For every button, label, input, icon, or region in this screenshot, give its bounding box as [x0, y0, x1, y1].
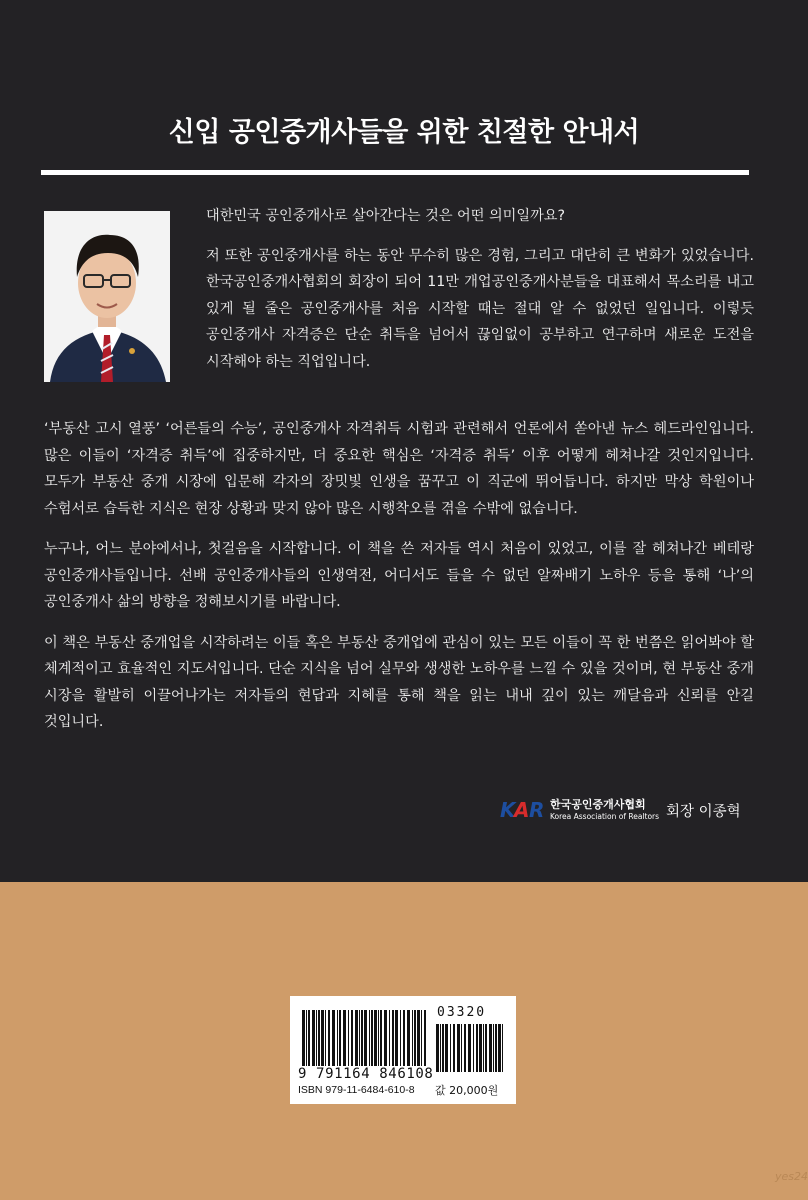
- barcode-bar: [389, 1010, 390, 1066]
- barcode-bar: [468, 1024, 471, 1072]
- barcode-bar: [378, 1010, 379, 1066]
- signer-name: 회장 이종혁: [666, 804, 741, 820]
- barcode-bar: [476, 1024, 478, 1072]
- barcode-bar: [461, 1024, 462, 1072]
- cover-title: 신입 공인중개사들을 위한 친절한 안내서: [168, 117, 640, 148]
- barcode-bar: [302, 1010, 305, 1066]
- barcode-bar: [308, 1010, 310, 1066]
- barcode-bar: [436, 1024, 439, 1072]
- svg-text:R: R: [529, 798, 544, 822]
- barcode-digits: 9 791164 846108: [298, 1066, 434, 1082]
- barcode-bar: [312, 1010, 315, 1066]
- barcode-bar: [403, 1010, 405, 1066]
- svg-text:A: A: [514, 798, 529, 822]
- barcode-bar: [445, 1024, 448, 1072]
- author-photo: [44, 211, 170, 382]
- barcode-bar: [359, 1010, 360, 1066]
- intro-text: [206, 203, 754, 388]
- book-price: 값 20,000원: [435, 1084, 499, 1097]
- intro-paragraph-1: 대한민국 공인중개사로 살아간다는 것은 어떤 의미일까요?: [206, 208, 566, 224]
- barcode-bar: [371, 1010, 373, 1066]
- barcode-bar: [384, 1010, 387, 1066]
- barcode-bar: [395, 1010, 398, 1066]
- barcode-bar: [364, 1010, 367, 1066]
- barcode-bar: [318, 1010, 320, 1066]
- barcode-bar: [493, 1024, 494, 1072]
- barcode-bar: [453, 1024, 455, 1072]
- svg-text:K: K: [500, 798, 515, 822]
- barcode-bar: [489, 1024, 492, 1072]
- barcode-bar: [337, 1010, 338, 1066]
- barcode-bar: [473, 1024, 474, 1072]
- kar-logo: [500, 794, 546, 824]
- title-divider: [41, 170, 749, 175]
- barcode-bar: [485, 1024, 487, 1072]
- author-portrait-image: [44, 211, 170, 382]
- association-name-korean: 한국공인중개사협회: [550, 798, 646, 811]
- barcode-bar: [374, 1010, 377, 1066]
- barcode-bar: [414, 1010, 416, 1066]
- barcode-bar: [442, 1024, 444, 1072]
- barcode-bar: [424, 1010, 426, 1066]
- barcode-bar: [316, 1010, 317, 1066]
- barcode-bar: [483, 1024, 484, 1072]
- body-paragraph-1: ‘부동산 고시 열풍’ ‘어른들의 수능’, 공인중개사 자격취득 시험과 관련해서 언론에서 쏟아낸 뉴스 헤드라인입니다. 많은 이들이 ‘자격증 취득’에 집중하지만, 더 중요한 핵심은 ‘자격증 취득’ 이후 어떻게 헤쳐나갈 것인지입니다. 모두가 부동산 중개 시장에 입문해 각자의 장밋빛 인생을 꿈꾸고 이 직군에 뛰어듭니다. 하지만 막상 학원이나 수험서로 습득한 지식은 현장 상황과 맞지 않아 많은 시행착오를 겪을 수밖에 없습니다.: [44, 421, 754, 517]
- body-text: [44, 416, 754, 750]
- barcode-bar: [355, 1010, 358, 1066]
- barcode-bar: [450, 1024, 451, 1072]
- barcode-bar: [332, 1010, 335, 1066]
- intro-paragraph-2: 저 또한 공인중개사를 하는 동안 무수히 많은 경험, 그리고 대단히 큰 변화가 있었습니다. 한국공인중개사협회의 회장이 되어 11만 개업공인중개사분들을 대표해서 목소리를 내고 있게 될 줄은 공인중개사를 처음 시작할 때는 절대 알 수 없었던 일입니다. 이렇듯 공인중개사 자격증은 단순 취득을 넘어서 끊임없이 공부하고 연구하며 새로운 도전을 시작해야 하는 직업입니다.: [206, 247, 754, 370]
- barcode-bar: [361, 1010, 363, 1066]
- barcode-bar: [325, 1010, 326, 1066]
- barcode-bar: [417, 1010, 420, 1066]
- signature-block: [500, 792, 760, 832]
- barcode-bar: [351, 1010, 353, 1066]
- body-paragraph-3: 이 책은 부동산 중개업을 시작하려는 이들 혹은 부동산 중개업에 관심이 있는 모든 이들이 꼭 한 번쯤은 읽어봐야 할 체계적이고 효율적인 지도서입니다. 단순 지식을 넘어 실무와 생생한 노하우를 느낄 수 있을 것이며, 현 부동산 중개 시장을 활발히 이끌어나가는 저자들의 현답과 지혜를 통해 책을 읽는 내내 깊이 있는 깨달음과 신뢰를 안길 것입니다.: [44, 634, 754, 730]
- barcode-bar: [321, 1010, 324, 1066]
- barcode-bar: [306, 1010, 307, 1066]
- barcode-bar: [464, 1024, 466, 1072]
- watermark: yes24: [775, 1170, 808, 1183]
- barcode-bar: [348, 1010, 349, 1066]
- barcode-bar: [343, 1010, 346, 1066]
- isbn-barcode-label: [290, 996, 516, 1104]
- barcode-bar: [400, 1010, 401, 1066]
- barcode-bar: [369, 1010, 370, 1066]
- barcode-bar: [328, 1010, 330, 1066]
- barcode-bar: [339, 1010, 341, 1066]
- barcode-bar: [479, 1024, 482, 1072]
- barcode-bar: [498, 1024, 501, 1072]
- body-paragraph-2: 누구나, 어느 분야에서나, 첫걸음을 시작합니다. 이 책을 쓴 저자들 역시 처음이 있었고, 이를 잘 헤쳐나간 베테랑 공인중개사들입니다. 선배 공인중개사들의 인생역전, 어디서도 들을 수 없던 알짜배기 노하우 등을 통해 ‘나’의 공인중개사 삶의 방향을 정해보시기를 바랍니다.: [44, 541, 754, 610]
- isbn-number: ISBN 979-11-6484-610-8: [298, 1084, 415, 1096]
- barcode-bar: [407, 1010, 410, 1066]
- barcode-bar: [495, 1024, 497, 1072]
- barcode-bar: [457, 1024, 460, 1072]
- barcode-bar: [502, 1024, 503, 1072]
- barcode-bar: [412, 1010, 413, 1066]
- barcode-bar: [440, 1024, 441, 1072]
- barcode-bar: [380, 1010, 382, 1066]
- association-name-english: Korea Association of Realtors: [550, 812, 660, 821]
- kar-logo-mark-icon: [500, 794, 546, 824]
- barcode-bar: [392, 1010, 394, 1066]
- barcode-addon-number: 03320: [437, 1005, 487, 1020]
- barcode-bar: [421, 1010, 422, 1066]
